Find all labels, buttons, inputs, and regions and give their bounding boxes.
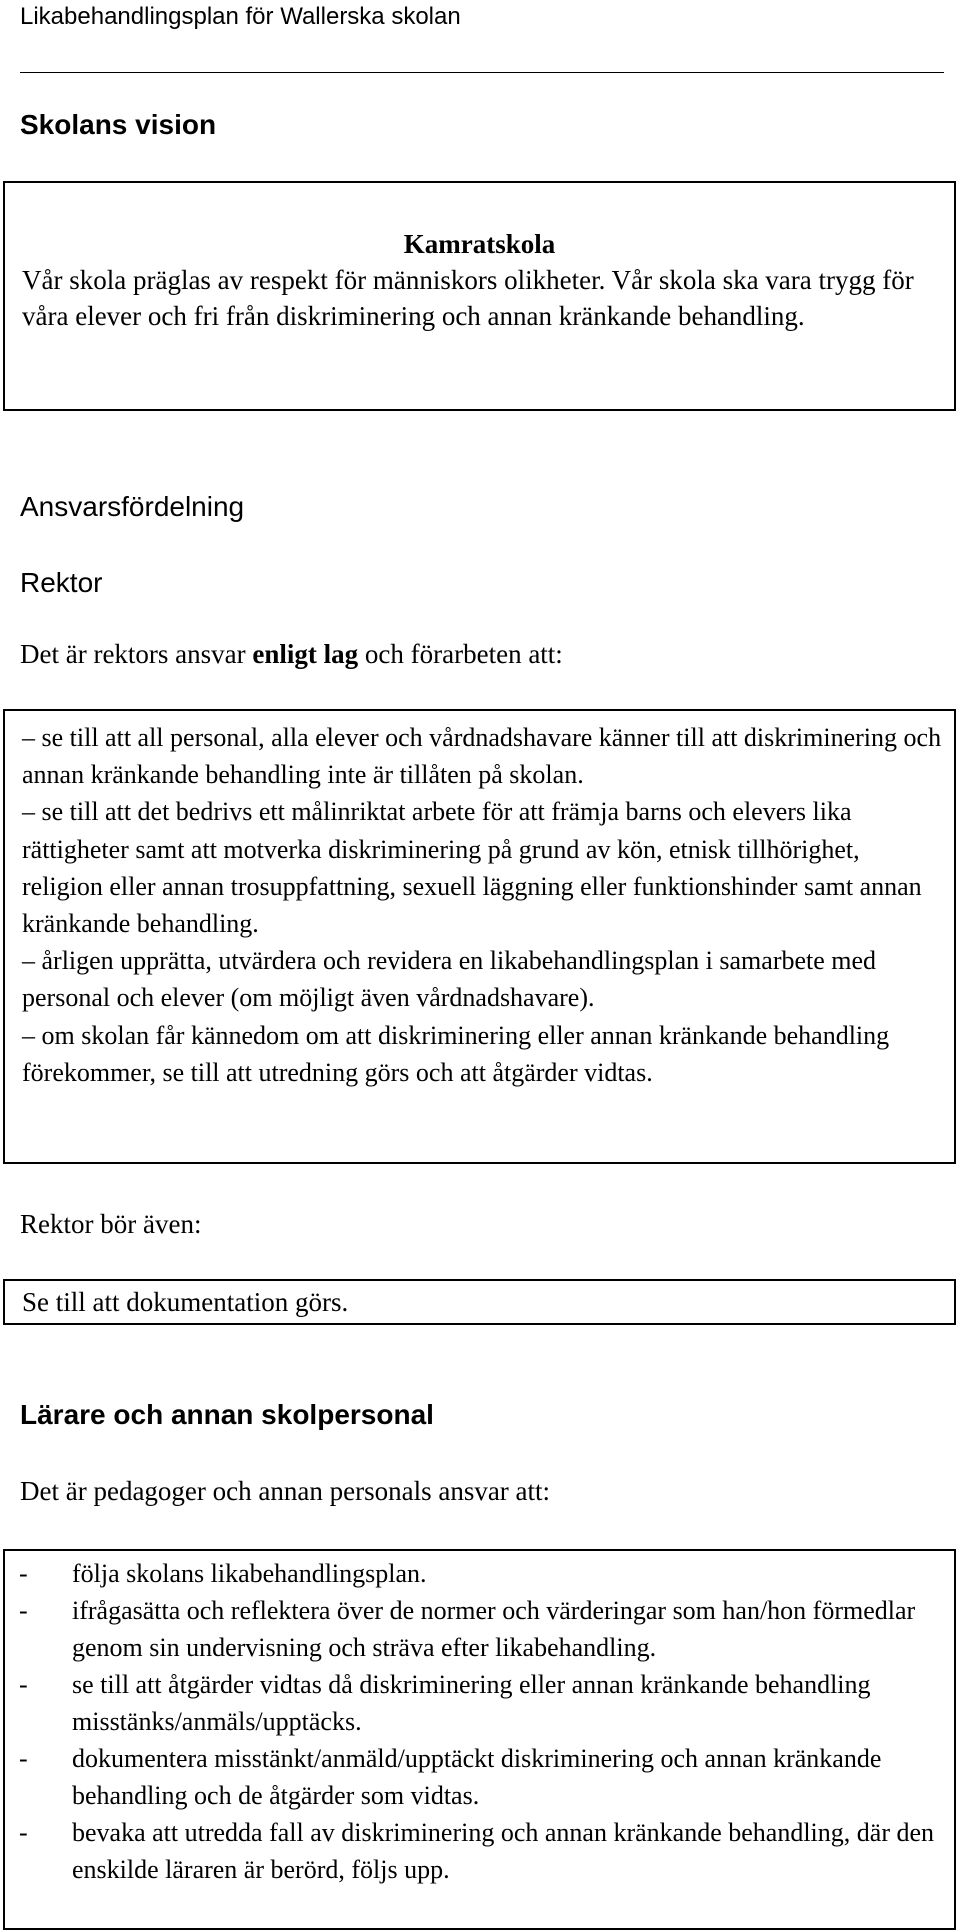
list-dash: - <box>19 1559 28 1588</box>
vision-box <box>3 181 956 411</box>
rektor-should-text: Rektor bör även: <box>20 1209 202 1239</box>
list-item <box>19 1592 942 1666</box>
rektor-intro-bold: enligt lag <box>252 639 359 669</box>
header-divider <box>20 72 944 73</box>
list-item-text: ifrågasätta och reflektera över de normer och värderingar som han/hon förmedlar genom sin undervisning och sträva efter likabehandling. <box>72 1596 916 1662</box>
list-dash: - <box>19 1670 28 1699</box>
rektor-intro <box>20 636 563 673</box>
list-item: – om skolan får kännedom om att diskriminering eller annan kränkande behandling förekommer, se till att utredning görs och att åtgärder vidtas. <box>22 1020 890 1087</box>
list-dash: - <box>19 1744 28 1773</box>
list-item-text: följa skolans likabehandlingsplan. <box>72 1559 427 1588</box>
list-item: – se till att all personal, alla elever och vårdnadshavare känner till att diskriminering och annan kränkande behandling inte är tillåten på skolan. <box>22 723 942 790</box>
list-item-text: bevaka att utredda fall av diskriminering och annan kränkande behandling, där den enskilde läraren är berörd, följs upp. <box>72 1818 935 1884</box>
list-item <box>19 1666 942 1740</box>
list-dash: - <box>19 1596 28 1625</box>
vision-heading: Skolans vision <box>20 109 217 140</box>
staff-heading: Lärare och annan skolpersonal <box>20 1399 434 1430</box>
list-item <box>19 1740 942 1814</box>
rektor-responsibilities-box <box>3 709 956 1164</box>
document-header: Likabehandlingsplan för Wallerska skolan <box>20 3 461 30</box>
list-item <box>19 1814 942 1888</box>
list-item-text: dokumentera misstänkt/anmäld/upptäckt diskriminering och annan kränkande behandling och de åtgärder som vidtas. <box>72 1744 882 1810</box>
vision-box-text: Vår skola präglas av respekt för människors olikheter. Vår skola ska vara trygg för våra elever och fri från diskriminering och annan kränkande behandling. <box>22 265 914 331</box>
staff-responsibilities-box <box>3 1549 956 1930</box>
documentation-text: Se till att dokumentation görs. <box>22 1287 349 1317</box>
staff-list <box>19 1555 942 1888</box>
list-item-text: se till att åtgärder vidtas då diskriminering eller annan kränkande behandling misstänks/anmäls/upptäcks. <box>72 1670 871 1736</box>
list-item <box>19 1555 942 1592</box>
responsibility-heading: Ansvarsfördelning <box>20 491 245 522</box>
staff-intro: Det är pedagoger och annan personals ansvar att: <box>20 1476 551 1506</box>
vision-box-title: Kamratskola <box>403 229 556 259</box>
list-item: – se till att det bedrivs ett målinriktat arbete för att främja barns och elevers lika rättigheter samt att motverka diskriminering på grund av kön, etnisk tillhörighet, religion eller annan trosuppfattning, sexuell läggning eller funktionshinder samt annan kränkande behandling. <box>22 797 922 939</box>
list-dash: - <box>19 1818 28 1847</box>
documentation-box <box>3 1279 956 1325</box>
rektor-intro-before: Det är rektors ansvar <box>20 639 253 669</box>
rektor-list <box>22 719 942 1091</box>
rektor-intro-after: och förarbeten att: <box>358 639 563 669</box>
rektor-heading: Rektor <box>20 567 103 598</box>
list-item: – årligen upprätta, utvärdera och revidera en likabehandlingsplan i samarbete med personal och elever (om möjligt även vårdnadshavare). <box>22 946 877 1013</box>
